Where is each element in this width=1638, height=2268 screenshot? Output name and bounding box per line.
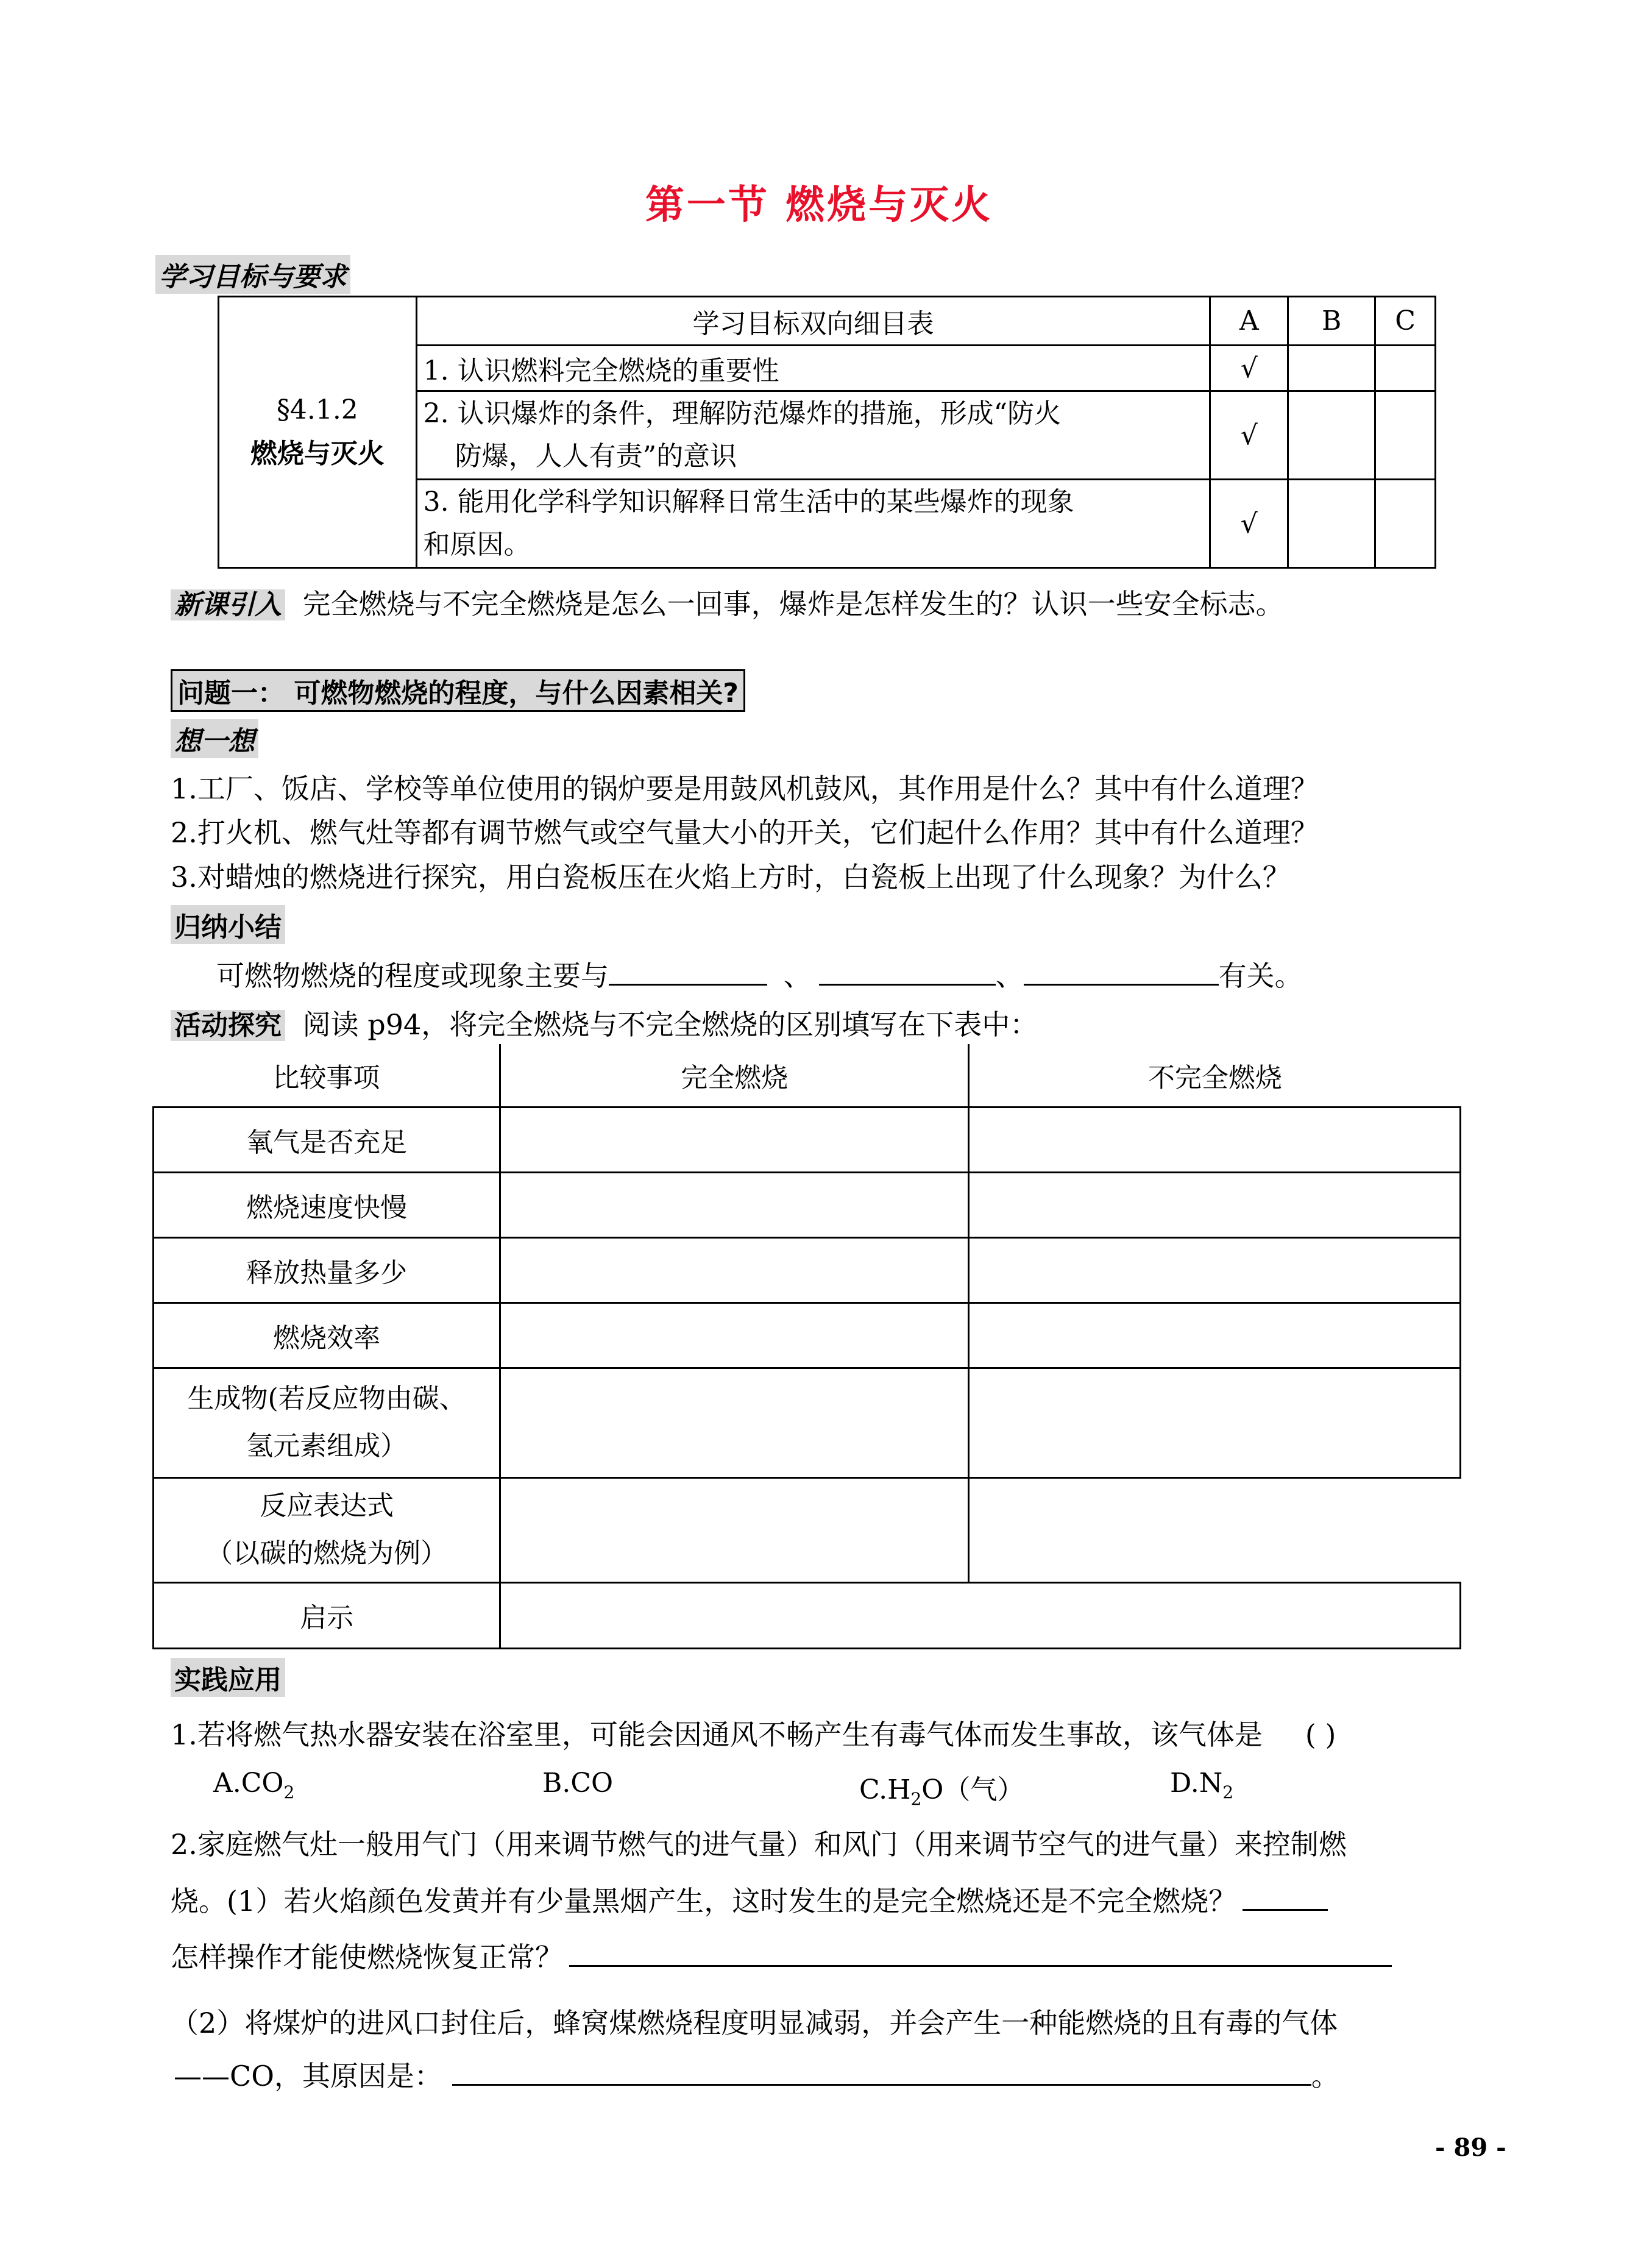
cell-blank[interactable]: [969, 1237, 1461, 1303]
option-a: $A.CO_2$: [213, 1768, 295, 1802]
think-item-2: 2.打火机、燃气灶等都有调节燃气或空气量大小的开关，它们起什么作用？其中有什么道理？: [171, 816, 1319, 849]
check-mark: √: [1210, 391, 1288, 480]
think-item-1: 1.工厂、饭店、学校等单位使用的锅炉要是用鼓风机鼓风，其作用是什么？其中有什么道理？: [171, 772, 1319, 805]
question-1-heading: 问题一： 可燃物燃烧的程度，与什么因素相关?: [171, 669, 745, 712]
practice-q2-line5: ——CO，其原因是： 。: [174, 2060, 1339, 2092]
row-expression: 反应表达式 （以碳的燃烧为例）: [154, 1477, 500, 1582]
activity-text: 阅读 p94，将完全燃烧与不完全燃烧的区别填写在下表中：: [302, 1008, 1038, 1041]
header-complete: 完全燃烧: [500, 1044, 969, 1107]
objective-row-3: 3. 能用化学科学知识解释日常生活中的某些爆炸的现象 和原因。: [416, 480, 1210, 568]
cell-blank[interactable]: [969, 1172, 1461, 1237]
check-mark: √: [1210, 346, 1288, 391]
row-speed: 燃烧速度快慢: [154, 1172, 500, 1237]
cell-blank[interactable]: [969, 1368, 1461, 1477]
objective-row-1: 1. 认识燃料完全燃烧的重要性: [416, 346, 1210, 391]
cell-blank[interactable]: [500, 1582, 1461, 1648]
cell-blank[interactable]: [500, 1303, 969, 1368]
comparison-table: [152, 1044, 1461, 1649]
summary-label: 归纳小结: [171, 905, 285, 944]
level-c: C: [1375, 297, 1436, 346]
row-efficiency: 燃烧效率: [154, 1303, 500, 1368]
summary-line: 可燃物燃烧的程度或现象主要与 、 、 有关。: [216, 959, 1303, 992]
blank-2[interactable]: [819, 959, 996, 986]
cell-blank[interactable]: [969, 1107, 1461, 1172]
header-compare-item: 比较事项: [154, 1044, 500, 1107]
cell-blank[interactable]: [500, 1477, 969, 1582]
cell-blank[interactable]: [500, 1237, 969, 1303]
check-mark: √: [1210, 480, 1288, 568]
practice-label: 实践应用: [171, 1658, 285, 1697]
row-heat: 释放热量多少: [154, 1237, 500, 1303]
intro: [171, 582, 1284, 622]
practice-q2-line2: 烧。(1）若火焰颜色发黄并有少量黑烟产生，这时发生的是完全燃烧还是不完全燃烧？: [171, 1879, 1328, 1919]
think-label: 想一想: [171, 719, 258, 758]
blank-3[interactable]: [1024, 959, 1219, 986]
option-d: $D.N_2$: [1170, 1768, 1234, 1802]
row-insight: 启示: [154, 1582, 500, 1648]
practice-q1: 1.若将燃气热水器安装在浴室里，可能会因通风不畅产生有毒气体而发生事故，该气体是 ( ): [171, 1718, 1336, 1751]
objectives-table: [218, 296, 1436, 569]
row-oxygen: 氧气是否充足: [154, 1107, 500, 1172]
header-incomplete: 不完全燃烧: [969, 1044, 1461, 1107]
page-number: - 89 -: [1435, 2133, 1506, 2162]
activity-label: 活动探究: [171, 1010, 285, 1041]
practice-q2-line4: （2）将煤炉的进风口封住后，蜂窝煤燃烧程度明显减弱，并会产生一种能燃烧的且有毒的气体: [171, 2007, 1338, 2039]
cell-blank[interactable]: [969, 1477, 1461, 1582]
section-code: §4.1.2: [276, 394, 358, 425]
cell-blank[interactable]: [500, 1368, 969, 1477]
cell-blank[interactable]: [969, 1303, 1461, 1368]
cell-blank[interactable]: [500, 1107, 969, 1172]
intro-text: 完全燃烧与不完全燃烧是怎么一回事，爆炸是怎样发生的？认识一些安全标志。: [302, 588, 1284, 620]
think-item-3: 3.对蜡烛的燃烧进行探究，用白瓷板压在火焰上方时，白瓷板上出现了什么现象？为什么？: [171, 861, 1291, 894]
objectives-label: 学习目标与要求: [155, 255, 350, 294]
objectives-table-header: 学习目标双向细目表: [416, 297, 1210, 346]
section-cell: [219, 297, 417, 568]
blank-q2-1[interactable]: [1243, 1885, 1328, 1911]
practice-q2-line3: 怎样操作才能使燃烧恢复正常？: [171, 1935, 1392, 1975]
level-a: A: [1210, 297, 1288, 346]
level-b: B: [1288, 297, 1375, 346]
blank-1[interactable]: [609, 959, 767, 986]
option-c: $C.H_2O$（气）: [859, 1774, 1024, 1809]
intro-label: 新课引入: [171, 589, 285, 620]
row-products: 生成物(若反应物由碳、 氢元素组成）: [154, 1368, 500, 1477]
page-title: 第一节 燃烧与灭火: [645, 182, 993, 228]
practice-q2-line1: 2.家庭燃气灶一般用气门（用来调节燃气的进气量）和风门（用来调节空气的进气量）来控制燃: [171, 1828, 1347, 1861]
activity: [171, 1003, 1038, 1043]
blank-q2-3[interactable]: [452, 2060, 1311, 2086]
section-name: 燃烧与灭火: [250, 438, 385, 469]
objective-row-2: 2. 认识爆炸的条件，理解防范爆炸的措施，形成“防火 防爆，人人有责”的意识: [416, 391, 1210, 480]
cell-blank[interactable]: [500, 1172, 969, 1237]
blank-q2-2[interactable]: [569, 1941, 1392, 1967]
option-b: B.CO: [542, 1768, 614, 1799]
